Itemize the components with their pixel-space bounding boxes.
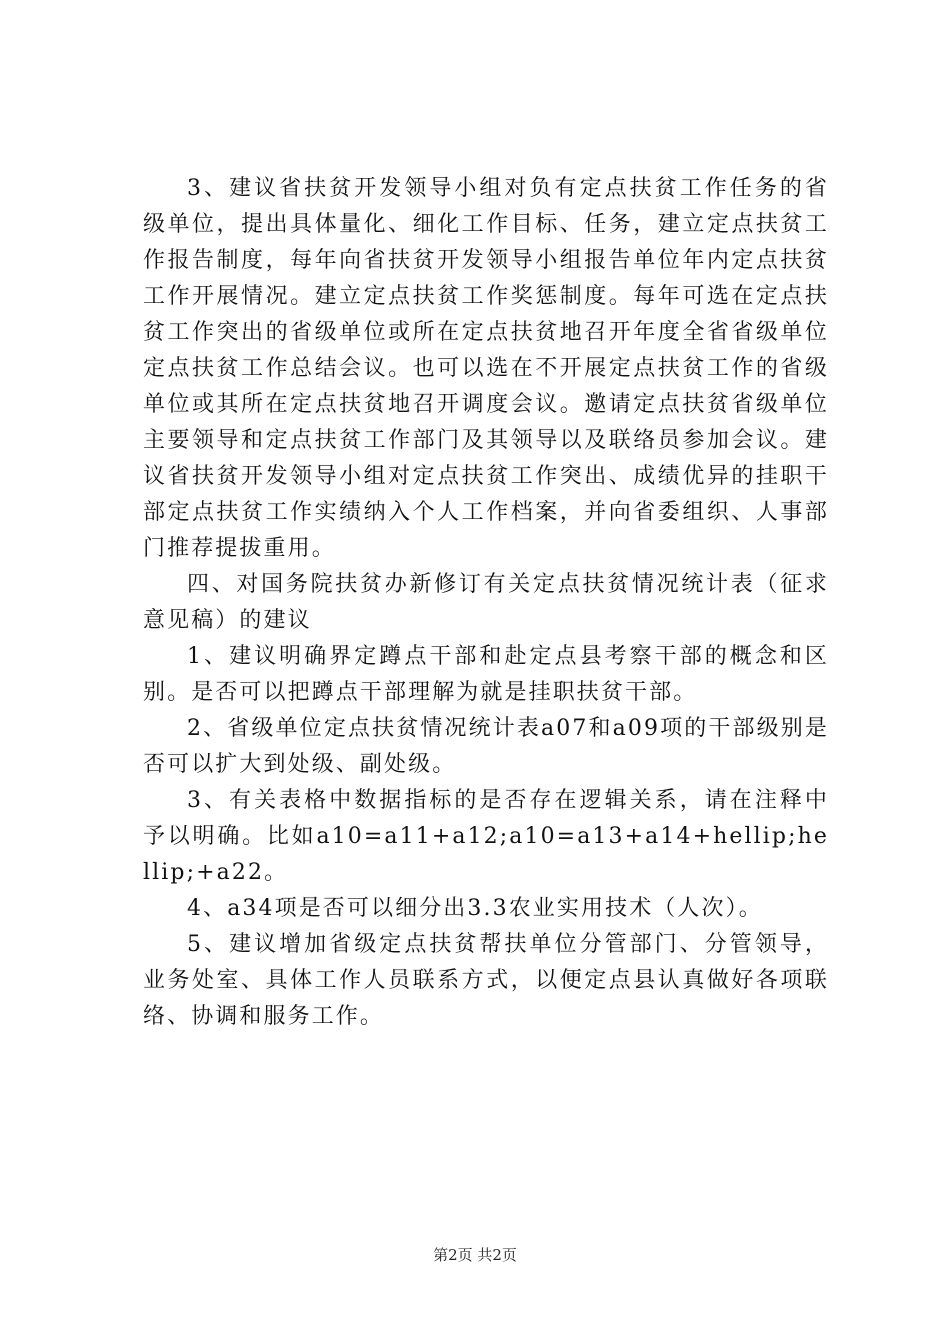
paragraph-item-3: 3、有关表格中数据指标的是否存在逻辑关系，请在注释中予以明确。比如a10=a11+a12;a10=a13+a14+hellip;hellip;+a22。 xyxy=(143,788,829,885)
paragraph-item-4: 4、a34项是否可以细分出3.3农业实用技术（人次）。 xyxy=(187,896,763,921)
paragraph-item-5: 5、建议增加省级定点扶贫帮扶单位分管部门、分管领导，业务处室、具体工作人员联系方式，以便定点县认真做好各项联络、协调和服务工作。 xyxy=(143,932,829,1029)
document-body xyxy=(143,171,829,1035)
paragraph-item-1: 1、建议明确界定蹲点干部和赴定点县考察干部的概念和区别。是否可以把蹲点干部理解为就是挂职扶贫干部。 xyxy=(143,644,829,705)
paragraph-item-2: 2、省级单位定点扶贫情况统计表a07和a09项的干部级别是否可以扩大到处级、副处级。 xyxy=(143,716,829,777)
section-heading-four: 四、对国务院扶贫办新修订有关定点扶贫情况统计表（征求意见稿）的建议 xyxy=(143,572,829,633)
paragraph-proposal-3: 3、建议省扶贫开发领导小组对负有定点扶贫工作任务的省级单位，提出具体量化、细化工作目标、任务，建立定点扶贫工作报告制度，每年向省扶贫开发领导小组报告单位年内定点扶贫工作开展情况。建立定点扶贫工作奖惩制度。每年可选在定点扶贫工作突出的省级单位或所在定点扶贫地召开年度全省省级单位定点扶贫工作总结会议。也可以选在不开展定点扶贫工作的省级单位或其所在定点扶贫地召开调度会议。邀请定点扶贫省级单位主要领导和定点扶贫工作部门及其领导以及联络员参加会议。建议省扶贫开发领导小组对定点扶贫工作突出、成绩优异的挂职干部定点扶贫工作实绩纳入个人工作档案，并向省委组织、人事部门推荐提拔重用。 xyxy=(143,176,829,561)
page-footer xyxy=(0,1245,950,1265)
page-number-label: 第2页 共2页 xyxy=(433,1246,517,1264)
